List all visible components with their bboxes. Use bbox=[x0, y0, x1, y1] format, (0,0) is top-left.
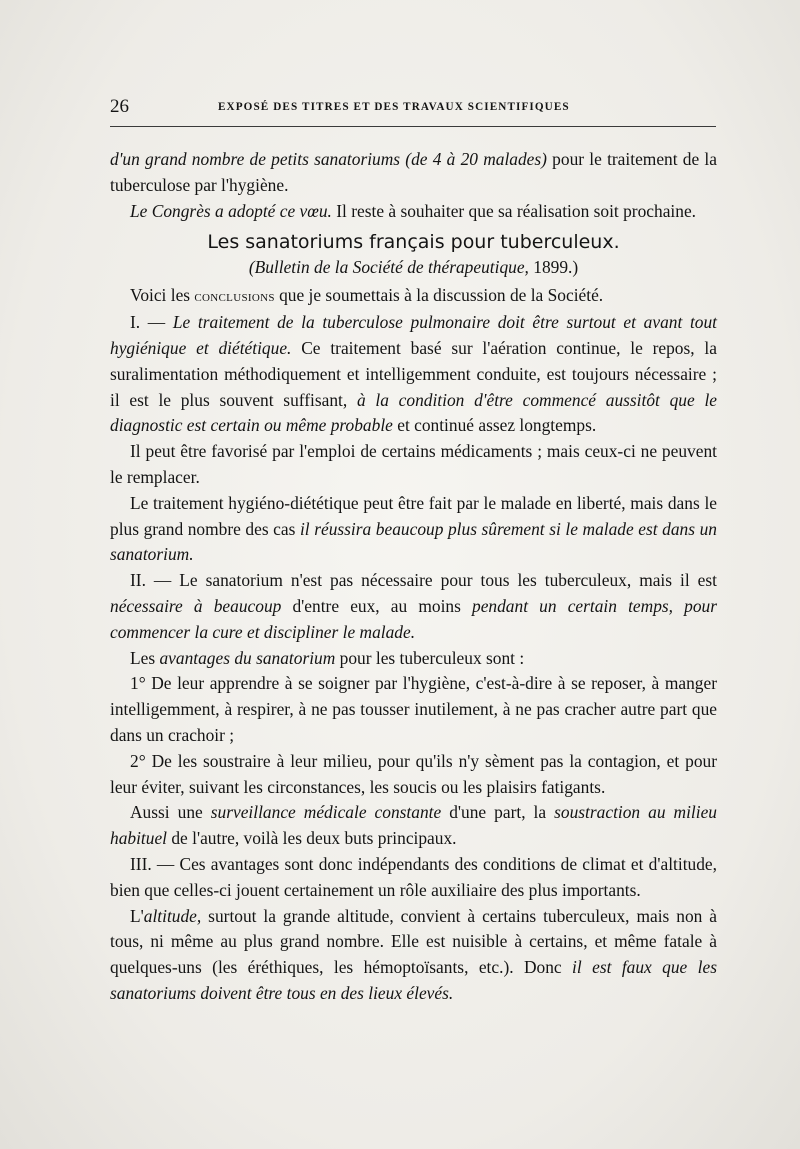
emphasis: il est faux que les sanatoriums doivent être tous en des lieux élevés. bbox=[110, 957, 717, 1003]
source-year: 1899.) bbox=[528, 257, 579, 278]
paragraph bbox=[110, 904, 717, 1007]
emphasis: Le Congrès a adopté ce vœu. bbox=[130, 200, 332, 221]
text-run: pour les tuberculeux sont : bbox=[335, 647, 525, 668]
emphasis: Le traitement de la tuberculose pulmonaire doit être surtout et avant tout hygiénique et diététique. bbox=[110, 312, 718, 358]
emphasis: nécessaire à beaucoup bbox=[110, 595, 282, 616]
paragraph bbox=[110, 283, 717, 310]
text-run: que je soumettais à la discussion de la Société. bbox=[274, 285, 604, 306]
emphasis: avantages du sanatorium bbox=[159, 647, 336, 668]
emphasis: il réussira beaucoup plus sûrement si le malade est dans un sanatorium. bbox=[110, 518, 717, 565]
text-run: Il reste à souhaiter que sa réalisation soit prochaine. bbox=[331, 200, 697, 221]
text-run: Aussi une bbox=[130, 802, 211, 823]
text-run: surtout la grande altitude, convient à certains tuberculeux, mais non à tous, ni même au plus grand nombre. Elle est nuisible à certains, et même fatale à quelques-uns (les éréthiques, les hémoptoïsants, etc.). Donc bbox=[110, 905, 717, 978]
list-item: 2° De les soustraire à leur milieu, pour qu'ils n'y sèment pas la contagion, et pour leur éviter, suivant les circonstances, les soucis ou les plaisirs fatigants. bbox=[110, 750, 717, 797]
text-run: d'une part, la bbox=[441, 802, 555, 823]
running-head: EXPOSÉ DES TITRES ET DES TRAVAUX SCIENTIFIQUES bbox=[218, 101, 570, 113]
source-journal: (Bulletin de la Société de thérapeutique, bbox=[248, 257, 529, 278]
emphasis: surveillance médicale constante bbox=[210, 802, 442, 823]
header-rule bbox=[110, 126, 716, 127]
text-run: I. — bbox=[130, 312, 173, 333]
small-caps-term: conclusions bbox=[194, 288, 275, 306]
text-run: Le traitement hygiéno-diététique peut être fait par le malade en liberté, mais dans le plus grand nombre des cas bbox=[110, 492, 717, 539]
emphasis: soustraction au milieu habituel bbox=[110, 802, 717, 849]
emphasis: à la condition d'être commencé aussitôt que le diagnostic est certain ou même probable bbox=[110, 389, 717, 436]
paragraph bbox=[110, 800, 717, 852]
text-run: Voici les bbox=[130, 285, 195, 306]
emphasis: d'un grand nombre de petits sanatoriums (de 4 à 20 malades) bbox=[110, 149, 547, 169]
page-header bbox=[110, 96, 716, 122]
paragraph bbox=[110, 491, 717, 568]
paragraph: Il peut être favorisé par l'emploi de certains médicaments ; mais ceux-ci ne peuvent le remplacer. bbox=[110, 441, 717, 487]
text-run: L' bbox=[130, 905, 144, 926]
paragraph bbox=[110, 199, 717, 225]
page-number: 26 bbox=[110, 96, 129, 117]
text-run: Les bbox=[130, 647, 160, 668]
list-item: 1° De leur apprendre à se soigner par l'hygiène, c'est-à-dire à se reposer, à manger intelligemment, à respirer, à ne pas tousser inutilement, à ne pas cracher autre part que dans un crachoir ; bbox=[110, 673, 717, 745]
paragraph bbox=[110, 568, 717, 645]
body-text bbox=[110, 147, 717, 1007]
emphasis: altitude, bbox=[143, 905, 202, 926]
paragraph bbox=[110, 646, 717, 672]
paragraph bbox=[110, 310, 717, 439]
paragraph: III. — Ces avantages sont donc indépendants des conditions de climat et d'altitude, bien que celles-ci jouent certainement un rôle auxiliaire des plus importants. bbox=[110, 853, 717, 900]
text-run: d'entre eux, au moins bbox=[281, 595, 472, 616]
text-run: pour le traitement de la tuberculose par l'hygiène. bbox=[110, 149, 717, 195]
text-run: Ce traitement basé sur l'aération continue, le repos, la suralimentation méthodiquement et intelligemment conduite, est toujours nécessaire ; il est le plus souvent suffisant, bbox=[110, 337, 717, 410]
text-run: de l'autre, voilà les deux buts principaux. bbox=[167, 828, 457, 849]
text-run: et continué assez longtemps. bbox=[392, 415, 597, 436]
paragraph bbox=[110, 147, 717, 199]
section-title: Les sanatoriums français pour tuberculeux. bbox=[207, 231, 620, 254]
emphasis: pendant un certain temps, pour commencer la cure et discipliner le malade. bbox=[110, 595, 717, 642]
section-source bbox=[110, 255, 717, 279]
text-run: II. — Le sanatorium n'est pas nécessaire pour tous les tuberculeux, mais il est bbox=[130, 570, 717, 591]
